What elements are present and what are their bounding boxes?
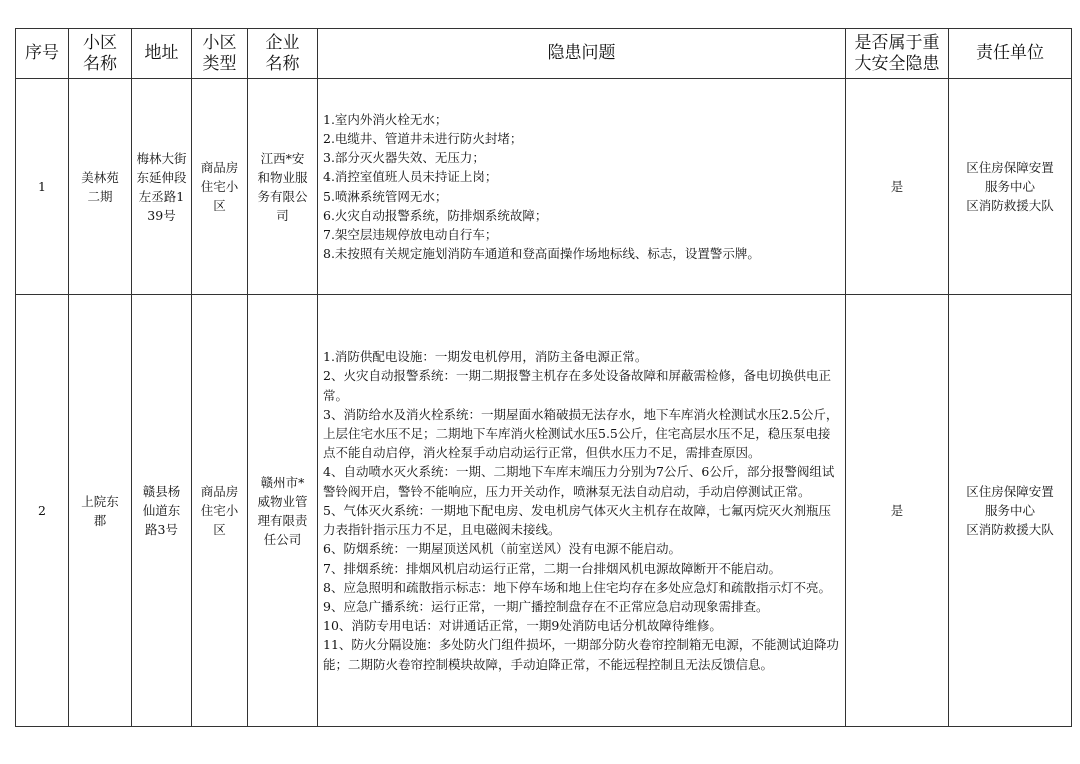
cell-community-name (69, 295, 132, 727)
issue-line: 5.喷淋系统管网无水； (323, 188, 448, 204)
header-responsible: 责任单位 (949, 29, 1072, 79)
cell-community-name (69, 79, 132, 295)
issue-line: 8、应急照明和疏散指示标志：地下停车场和地上住宅均存在多处应急灯和疏散指示灯不亮。 (323, 579, 831, 595)
cell-major-hazard: 是 (846, 295, 949, 727)
issue-line: 11、防火分隔设施：多处防火门组件损坏，一期部分防火卷帘控制箱无电源，不能测试迫降功能；二期防火卷帘控制模块故障，手动迫降正常，不能远程控制且无法反馈信息。 (323, 637, 839, 672)
cell-major-hazard: 是 (846, 79, 949, 295)
issue-line: 1.消防供配电设施：一期发电机停用，消防主备电源正常。 (323, 349, 648, 365)
cell-community-name-text: 美林苑二期 (81, 169, 119, 204)
cell-company-name-text: 赣州市*威物业管理有限责任公司 (257, 474, 308, 547)
issue-line: 4、自动喷水灭火系统：一期、二期地下车库末端压力分别为7公斤、6公斤，部分报警阀组试警铃阀开启，警铃不能响应，压力开关动作，喷淋泵无法自动启动，手动启停测试正常。 (323, 464, 835, 499)
header-no: 序号 (16, 29, 69, 79)
header-company-name-text: 企业名称 (265, 32, 300, 74)
responsible-line: 服务中心 (984, 179, 1035, 194)
cell-company-name (248, 295, 318, 727)
cell-issues (318, 295, 846, 727)
table-header-row (16, 29, 1072, 79)
header-community-type-text: 小区类型 (202, 32, 237, 74)
header-address: 地址 (132, 29, 192, 79)
cell-no: 1 (16, 79, 69, 295)
issue-line: 3、消防给水及消火栓系统：一期屋面水箱破损无法存水，地下车库消火栓测试水压2.5公斤，上层住宅水压不足；二期地下车库消火栓测试水压5.5公斤，住宅高层水压不足，稳压泵电接点不能自动启停，消火栓泵手动启动运行正常，但供水压力不足，需排查原因。 (323, 406, 839, 461)
cell-company-name-text: 江西*安和物业服务有限公司 (257, 150, 308, 223)
hazard-table (15, 28, 1072, 727)
issue-line: 3.部分灭火器失效、无压力； (323, 150, 485, 166)
cell-company-name (248, 79, 318, 295)
issue-line: 5、气体灭火系统：一期地下配电房、发电机房气体灭火主机存在故障，七氟丙烷灭火剂瓶压力表指针指示压力不足，且电磁阀未接线。 (323, 502, 831, 538)
header-community-name-text: 小区名称 (83, 32, 117, 74)
responsible-line: 区消防救援大队 (966, 522, 1054, 537)
responsible-line: 服务中心 (984, 503, 1035, 518)
responsible-line: 区住房保障安置 (966, 484, 1054, 499)
header-issues: 隐患问题 (318, 29, 846, 79)
cell-no: 2 (16, 295, 69, 727)
issue-line: 4.消控室值班人员未持证上岗； (323, 169, 498, 185)
cell-address-text: 梅林大街东延伸段左丞路139号 (136, 150, 187, 223)
responsible-line: 区消防救援大队 (966, 198, 1054, 213)
issue-line: 6、防烟系统：一期屋顶送风机（前室送风）没有电源不能启动。 (323, 541, 681, 557)
cell-community-type-text: 商品房住宅小区 (200, 484, 239, 537)
issue-line: 7、排烟系统：排烟风机启动运行正常，二期一台排烟风机电源故障断开不能启动。 (323, 560, 781, 576)
header-major-hazard (846, 29, 949, 79)
issue-line: 2.电缆井、管道井未进行防火封堵； (323, 130, 523, 146)
cell-community-type (192, 295, 248, 727)
responsible-line: 区住房保障安置 (966, 160, 1054, 175)
cell-responsible (949, 79, 1072, 295)
cell-address (132, 79, 192, 295)
cell-community-name-text: 上院东郡 (81, 493, 119, 528)
issue-line: 1.室内外消火栓无水； (323, 111, 448, 127)
table-row (16, 79, 1072, 295)
cell-community-type (192, 79, 248, 295)
table-row (16, 295, 1072, 727)
cell-address-text: 赣县杨仙道东路3号 (142, 484, 181, 537)
header-company-name (248, 29, 318, 79)
issue-line: 6.火灾自动报警系统，防排烟系统故障； (323, 207, 548, 223)
issue-line: 10、消防专用电话：对讲通话正常，一期9处消防电话分机故障待维修。 (323, 618, 722, 634)
issue-line: 7.架空层违规停放电动自行车； (323, 226, 498, 242)
issue-line: 2、火灾自动报警系统：一期二期报警主机存在多处设备故障和屏蔽需检修，备电切换供电正常。 (323, 368, 831, 403)
header-community-type (192, 29, 248, 79)
issue-line: 8.未按照有关规定施划消防车通道和登高面操作场地标线、标志，设置警示牌。 (323, 246, 760, 262)
cell-responsible (949, 295, 1072, 727)
header-community-name (69, 29, 132, 79)
header-major-hazard-text: 是否属于重大安全隐患 (854, 32, 940, 74)
cell-community-type-text: 商品房住宅小区 (200, 160, 239, 213)
cell-issues (318, 79, 846, 295)
cell-address (132, 295, 192, 727)
issue-line: 9、应急广播系统：运行正常，一期广播控制盘存在不正常应急启动现象需排查。 (323, 598, 769, 614)
